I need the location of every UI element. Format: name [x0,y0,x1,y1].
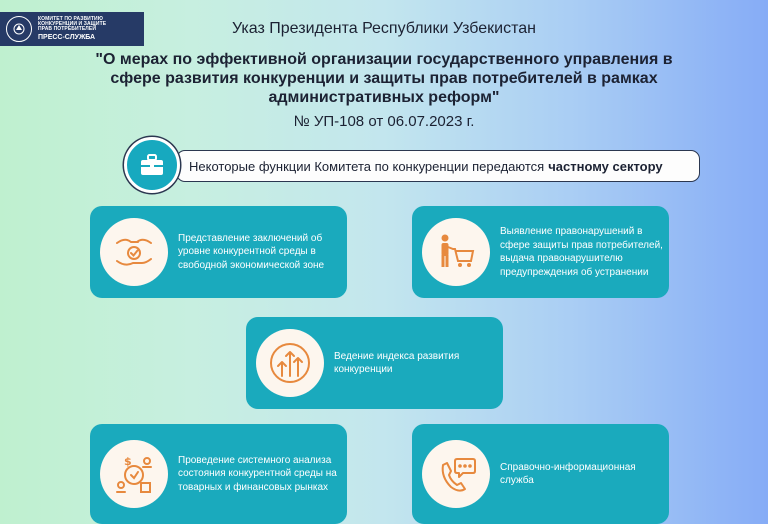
briefcase-icon [124,137,180,193]
logo-line: КОМИТЕТ ПО РАЗВИТИЮ [38,15,103,22]
market-analysis-icon [100,440,168,508]
function-card [412,424,669,524]
logo-line: ПРАВ ПОТРЕБИТЕЛЕЙ [38,26,97,33]
card-text: Проведение системного анализа состояния конкурентной среды на товарных и финансовых рынках [178,454,337,493]
shopper-cart-icon [422,218,490,286]
hands-checkmark-icon [100,218,168,286]
function-card [90,424,347,524]
decree-title: "О мерах по эффективной организации государственного управления в сфере развития конкуренции и защиты прав потребителей в рамках административных реформ" [95,51,673,106]
logo-line: КОНКУРЕНЦИИ И ЗАЩИТЕ [38,21,107,28]
banner-pill [176,150,700,182]
call-center-icon [422,440,490,508]
decree-type: Указ Президента Республики Узбекистан [231,20,536,37]
logo-press-label: ПРЕСС-СЛУЖБА [38,33,96,41]
card-text: Представление заключений об уровне конкурентной среды в свободной экономической зоне [178,232,325,271]
banner-text: Некоторые функции Комитета по конкуренции передаются [189,158,545,174]
decree-header [0,20,768,130]
function-card [412,206,669,298]
banner-emphasis: частному сектору [548,158,663,174]
function-card [246,317,503,409]
function-card [90,206,347,298]
card-text: Ведение индекса развития конкуренции [334,350,460,375]
svg-text:$: $ [124,455,132,468]
card-text: Справочно-информационная служба [500,461,636,486]
growth-arrows-icon [256,329,324,397]
card-text: Выявление правонарушений в сфере защиты прав потребителей, выдача правонарушителю предупреждения об устранении [500,226,663,278]
decree-number: № УП-108 от 06.07.2023 г. [293,113,475,130]
